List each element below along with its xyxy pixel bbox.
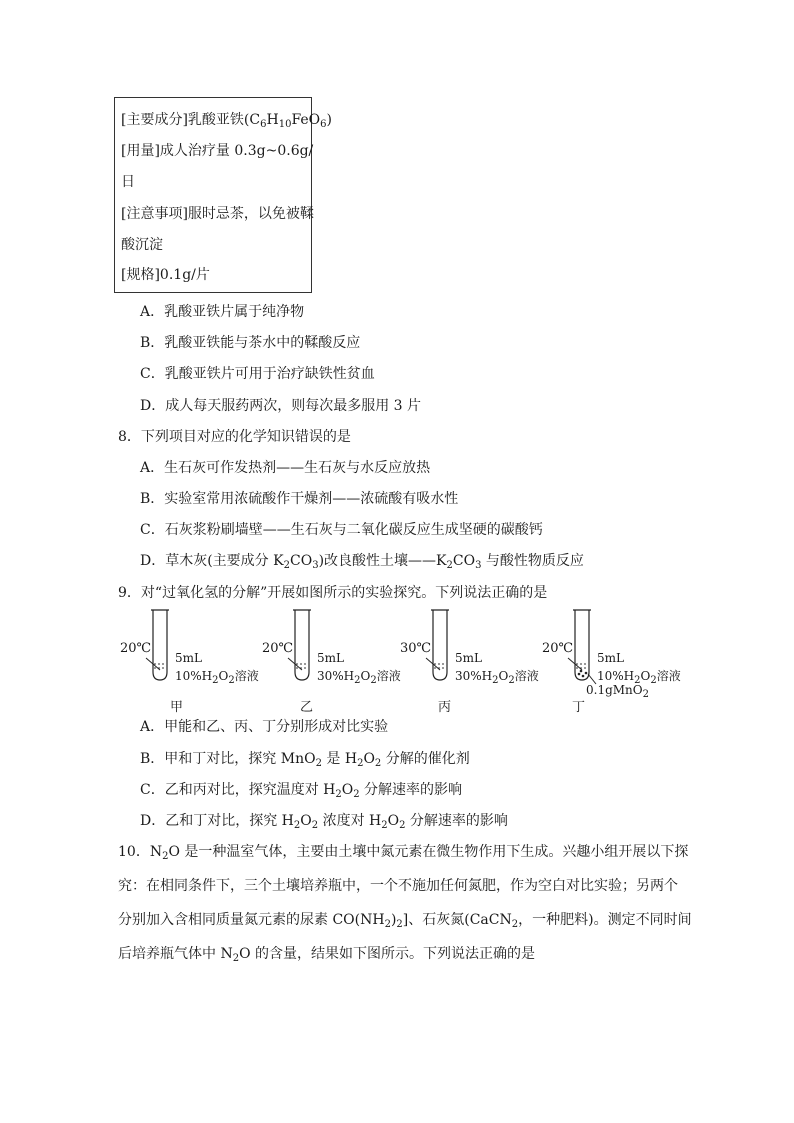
- q9-option-a: A．甲能和乙、丙、丁分别形成对比实验: [140, 719, 389, 735]
- tube-volume: 5mL: [597, 651, 624, 665]
- q10-line-1: 10．$N_2O$ 是一种温室气体，主要由土壤中氮元素在微生物作用下生成。兴趣小组开展以下探: [118, 844, 689, 862]
- tube-name: 甲: [170, 700, 184, 715]
- q9-option-b: B．甲和丁对比，探究 MnO$_2$ 是 $H_2O_2$ 分解的催化剂: [140, 751, 470, 769]
- tube-temp: 20℃: [262, 641, 294, 656]
- q9-option-c: C．乙和丙对比，探究温度对 $H_2O_2$ 分解速率的影响: [140, 782, 463, 800]
- q8-option-d: D．草木灰(主要成分 $K_2CO_3$)改良酸性土壤$——K_2CO_3$ 与酸性物质反应: [140, 553, 584, 571]
- label-caution: [注意事项]服时忌茶，以免被鞣: [121, 206, 314, 222]
- q10-line-2: 究：在相同条件下，三个土壤培养瓶中，一个不施加任何氮肥，作为空白对比实验；另两个: [118, 878, 678, 894]
- label-ingredient: [主要成分]乳酸亚铁$(C_6H_{10}FeO_6)$: [121, 112, 332, 130]
- q10-line-4: 后培养瓶气体中 $N_2O$ 的含量，结果如下图所示。下列说法正确的是: [118, 946, 536, 964]
- tube-volume: 5mL: [175, 651, 202, 665]
- tube-volume: 5mL: [317, 651, 344, 665]
- q8-option-a: A．生石灰可作发热剂——生石灰与水反应放热: [140, 460, 431, 476]
- tube-concentration: $30\%H_2O_2$溶液: [317, 669, 401, 686]
- test-tube-icon: [562, 608, 602, 688]
- tube-concentration: $30\%H_2O_2$溶液: [455, 669, 539, 686]
- q7-option-a: A．乳酸亚铁片属于纯净物: [140, 304, 305, 320]
- tube-group-ding: [542, 608, 692, 718]
- tube-name: 丁: [572, 700, 586, 715]
- q8-option-c: C．石灰浆粉刷墙壁——生石灰与二氧化碳反应生成坚硬的碳酸钙: [140, 522, 543, 538]
- tube-concentration: $10\%H_2O_2$溶液: [175, 669, 259, 686]
- medicine-label-box: [114, 97, 332, 293]
- label-caution-cont: 酸沉淀: [121, 237, 163, 253]
- tube-group-bing: [400, 608, 550, 718]
- tube-name: 丙: [438, 700, 452, 715]
- q10-line-3: 分别加入含相同质量氮元素的尿素 $CO(NH_2)_2$]、石灰氮(CaCN$_2$，一种肥料)。测定不同时间: [118, 912, 692, 930]
- q9-stem: 9．对“过氧化氢的分解”开展如图所示的实验探究。下列说法正确的是: [118, 585, 548, 601]
- tube-temp: 30℃: [400, 641, 432, 656]
- tube-temp: 20℃: [542, 641, 574, 656]
- test-tube-icon: [420, 608, 460, 688]
- tube-volume: 5mL: [455, 651, 482, 665]
- tube-group-jia: [120, 608, 270, 718]
- q7-option-d: D．成人每天服药两次，则每次最多服用 3 片: [140, 398, 422, 414]
- label-spec: [规格]0.1g/片: [121, 267, 210, 283]
- q8-option-b: B．实验室常用浓硫酸作干燥剂——浓硫酸有吸水性: [140, 491, 459, 507]
- tube-name: 乙: [300, 700, 314, 715]
- tube-catalyst: 0.1gMnO$_2$: [586, 683, 649, 700]
- q7-option-b: B．乳酸亚铁能与茶水中的鞣酸反应: [140, 335, 361, 351]
- tube-temp: 20℃: [120, 641, 152, 656]
- test-tube-icon: [282, 608, 322, 688]
- label-dosage: [用量]成人治疗量 0.3g~0.6g/: [121, 143, 314, 159]
- test-tube-icon: [140, 608, 180, 688]
- tube-concentration: $10\%H_2O_2$溶液: [597, 669, 681, 686]
- q8-stem: 8．下列项目对应的化学知识错误的是: [118, 429, 351, 445]
- q7-option-c: C．乳酸亚铁片可用于治疗缺铁性贫血: [140, 366, 375, 382]
- label-dosage-cont: 日: [121, 174, 135, 190]
- q9-option-d: D．乙和丁对比，探究 $H_2O_2$ 浓度对 $H_2O_2$ 分解速率的影响: [140, 813, 508, 831]
- tube-group-yi: [262, 608, 412, 718]
